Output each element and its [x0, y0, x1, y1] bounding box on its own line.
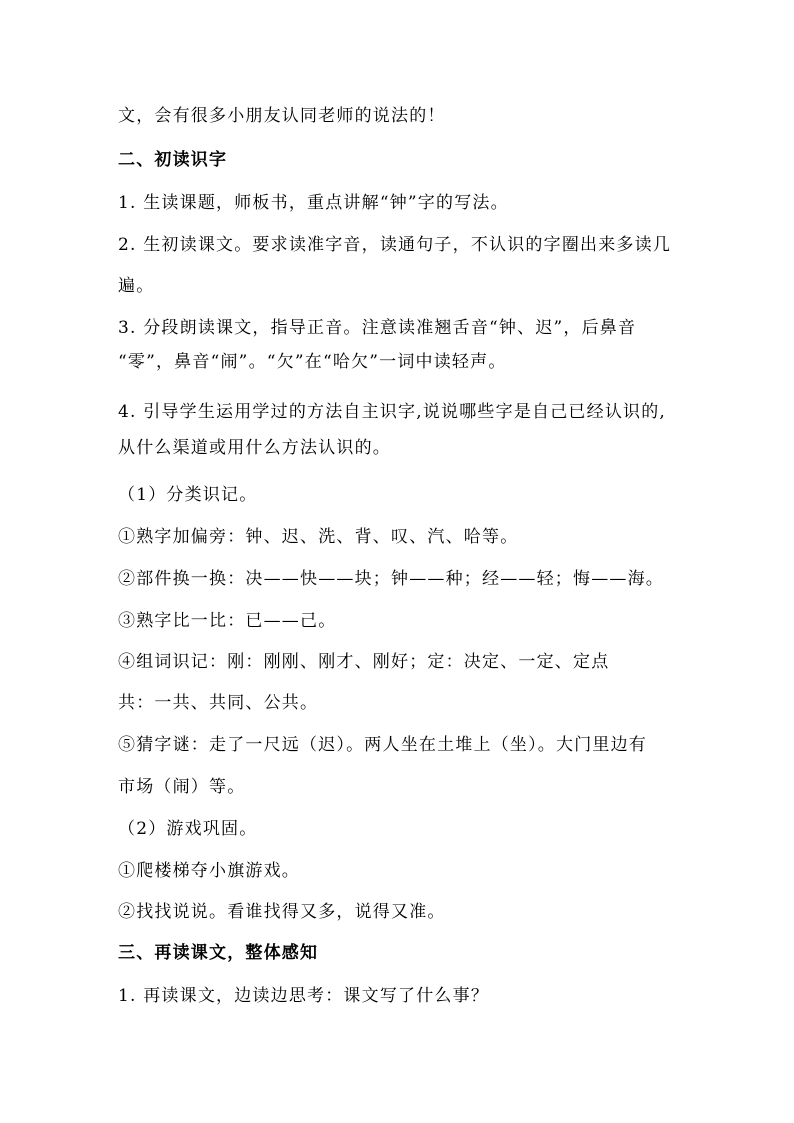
text-line: ③熟字比一比：已——己。 — [118, 611, 337, 631]
text-line: “零”，鼻音“闹”。“欠”在“哈欠”一词中读轻声。 — [118, 352, 507, 372]
text-line: ①熟字加偏旁：钟、迟、洗、背、叹、汽、哈等。 — [118, 527, 519, 547]
section-heading: 二、初读识字 — [118, 150, 228, 170]
text-line: （1）分类识记。 — [118, 485, 258, 505]
text-line: 2. 生初读课文。要求读准字音，读通句子，不认识的字圈出来多读几 — [118, 235, 672, 255]
text-line: 共：一共、共同、公共。 — [118, 693, 319, 713]
text-line: 市场（闹）等。 — [118, 777, 246, 797]
text-line: 遍。 — [118, 276, 155, 296]
text-line: （2）游戏巩固。 — [118, 819, 258, 839]
text-line: 4. 引导学生运用学过的方法自主识字,说说哪些字是自己已经认识的, — [118, 402, 667, 422]
text-line: 1. 生读课题，师板书，重点讲解“钟”字的写法。 — [118, 193, 509, 213]
text-line: ④组词识记：刚：刚刚、刚才、刚好；定：决定、一定、定点 — [118, 652, 610, 672]
text-line: ②找找说说。看谁找得又多，说得又准。 — [118, 902, 446, 922]
text-line: 从什么渠道或用什么方法认识的。 — [118, 438, 391, 458]
text-line: ②部件换一换：决——快——块；钟——种；经——轻；悔——海。 — [118, 569, 664, 589]
text-line: ⑤猜字谜：走了一尺远（迟）。两人坐在土堆上（坐）。大门里边有 — [118, 735, 647, 755]
text-line: 1. 再读课文，边读边思考：课文写了什么事？ — [118, 986, 490, 1006]
text-line: 3. 分段朗读课文，指导正音。注意读准翘舌音“钟、迟”，后鼻音 — [118, 318, 637, 338]
text-line: ①爬楼梯夺小旗游戏。 — [118, 861, 300, 881]
text-line: 文，会有很多小朋友认同老师的说法的！ — [118, 106, 446, 126]
section-heading: 三、再读课文，整体感知 — [118, 943, 319, 963]
